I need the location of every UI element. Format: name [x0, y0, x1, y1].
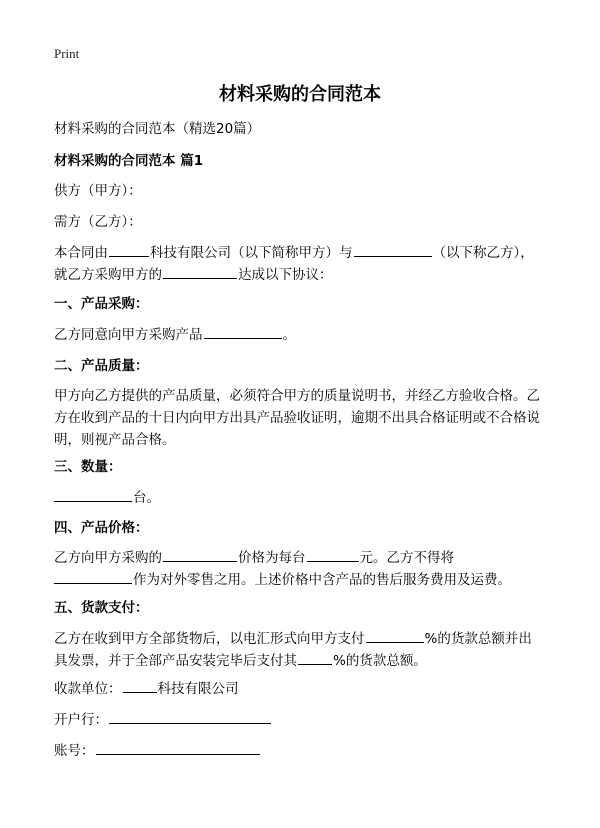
heading-payment: 五、货款支付： — [54, 600, 149, 616]
final-percent-blank — [298, 650, 332, 665]
payment-text-1a: 乙方在收到甲方全部货物后，以电汇形式向甲方支付 — [54, 631, 365, 647]
heading-product-purchase: 一、产品采购： — [54, 296, 149, 312]
intro-paragraph — [54, 242, 548, 286]
price-text-1b: 价格为每台 — [238, 550, 306, 566]
quality-line-2: 方在收到产品的十日内向甲方出具产品验收证明，逾期不出具合格证明或不合格说 — [54, 410, 540, 426]
print-label: Print — [54, 46, 80, 61]
payee-suffix: 科技有限公司 — [157, 681, 239, 697]
payee-line — [54, 678, 239, 700]
intro-text-2a: 就乙方采购甲方的 — [54, 267, 162, 283]
retail-item-blank — [54, 569, 132, 584]
intro-line-1 — [54, 242, 548, 264]
intro-text-1a: 本合同由 — [54, 245, 108, 261]
product-purchase-text: 乙方同意向甲方采购产品 — [54, 327, 203, 343]
payment-text-2b: %的货款总额。 — [333, 653, 427, 669]
intro-line-2 — [54, 264, 548, 286]
price-text-1c: 元。乙方不得将 — [359, 550, 454, 566]
page-title: 材料采购的合同范本 — [219, 84, 381, 105]
bank-label: 开户行： — [54, 712, 108, 728]
bank-blank — [109, 709, 271, 724]
price-product-blank — [163, 547, 237, 562]
price-line-1 — [54, 547, 548, 569]
quantity-line — [54, 487, 160, 509]
buyer-line: 需方（乙方）： — [54, 214, 142, 230]
unit-price-blank — [307, 547, 359, 562]
heading-quantity: 三、数量： — [54, 459, 122, 475]
payee-label: 收款单位： — [54, 681, 122, 697]
heading-product-quality: 二、产品质量： — [54, 358, 149, 374]
quantity-unit: 台。 — [133, 490, 160, 506]
supplier-line: 供方（甲方）： — [54, 183, 142, 199]
payment-line-2 — [54, 650, 548, 672]
price-text-1a: 乙方向甲方采购的 — [54, 550, 162, 566]
payment-line-1 — [54, 628, 548, 650]
intro-text-2b: 达成以下协议： — [238, 267, 333, 283]
purchase-product-blank — [204, 324, 282, 339]
account-label: 账号： — [54, 743, 95, 759]
payment-text-1b: %的货款总额并出 — [424, 631, 532, 647]
heading-product-price: 四、产品价格： — [54, 520, 149, 536]
payment-text-2a: 具发票，并于全部产品安装完毕后支付其 — [54, 653, 297, 669]
product-purchase-line — [54, 324, 296, 346]
quality-line-1: 甲方向乙方提供的产品质量，必须符合甲方的质量说明书，并经乙方验收合格。乙 — [54, 388, 540, 404]
company-name-blank — [109, 242, 149, 257]
price-paragraph — [54, 547, 548, 591]
price-line-2 — [54, 569, 548, 591]
payment-paragraph — [54, 628, 548, 672]
product-blank — [163, 264, 237, 279]
section-title: 材料采购的合同范本 篇1 — [54, 153, 204, 169]
product-purchase-end: 。 — [282, 327, 296, 343]
payment-percent-blank — [366, 628, 424, 643]
intro-text-1b: 科技有限公司（以下简称甲方）与 — [150, 245, 353, 261]
payee-blank — [123, 678, 157, 693]
document-subtitle: 材料采购的合同范本（精选20篇） — [54, 121, 261, 137]
price-text-2: 作为对外零售之用。上述价格中含产品的售后服务费用及运费。 — [133, 572, 511, 588]
quality-paragraph — [54, 385, 548, 451]
account-line — [54, 740, 261, 762]
bank-line — [54, 709, 272, 731]
quantity-blank — [54, 487, 132, 502]
intro-text-1c: （以下称乙方）， — [432, 245, 534, 261]
quality-line-3: 明，则视产品合格。 — [54, 432, 176, 448]
buyer-name-blank — [354, 242, 432, 257]
account-blank — [96, 740, 260, 755]
